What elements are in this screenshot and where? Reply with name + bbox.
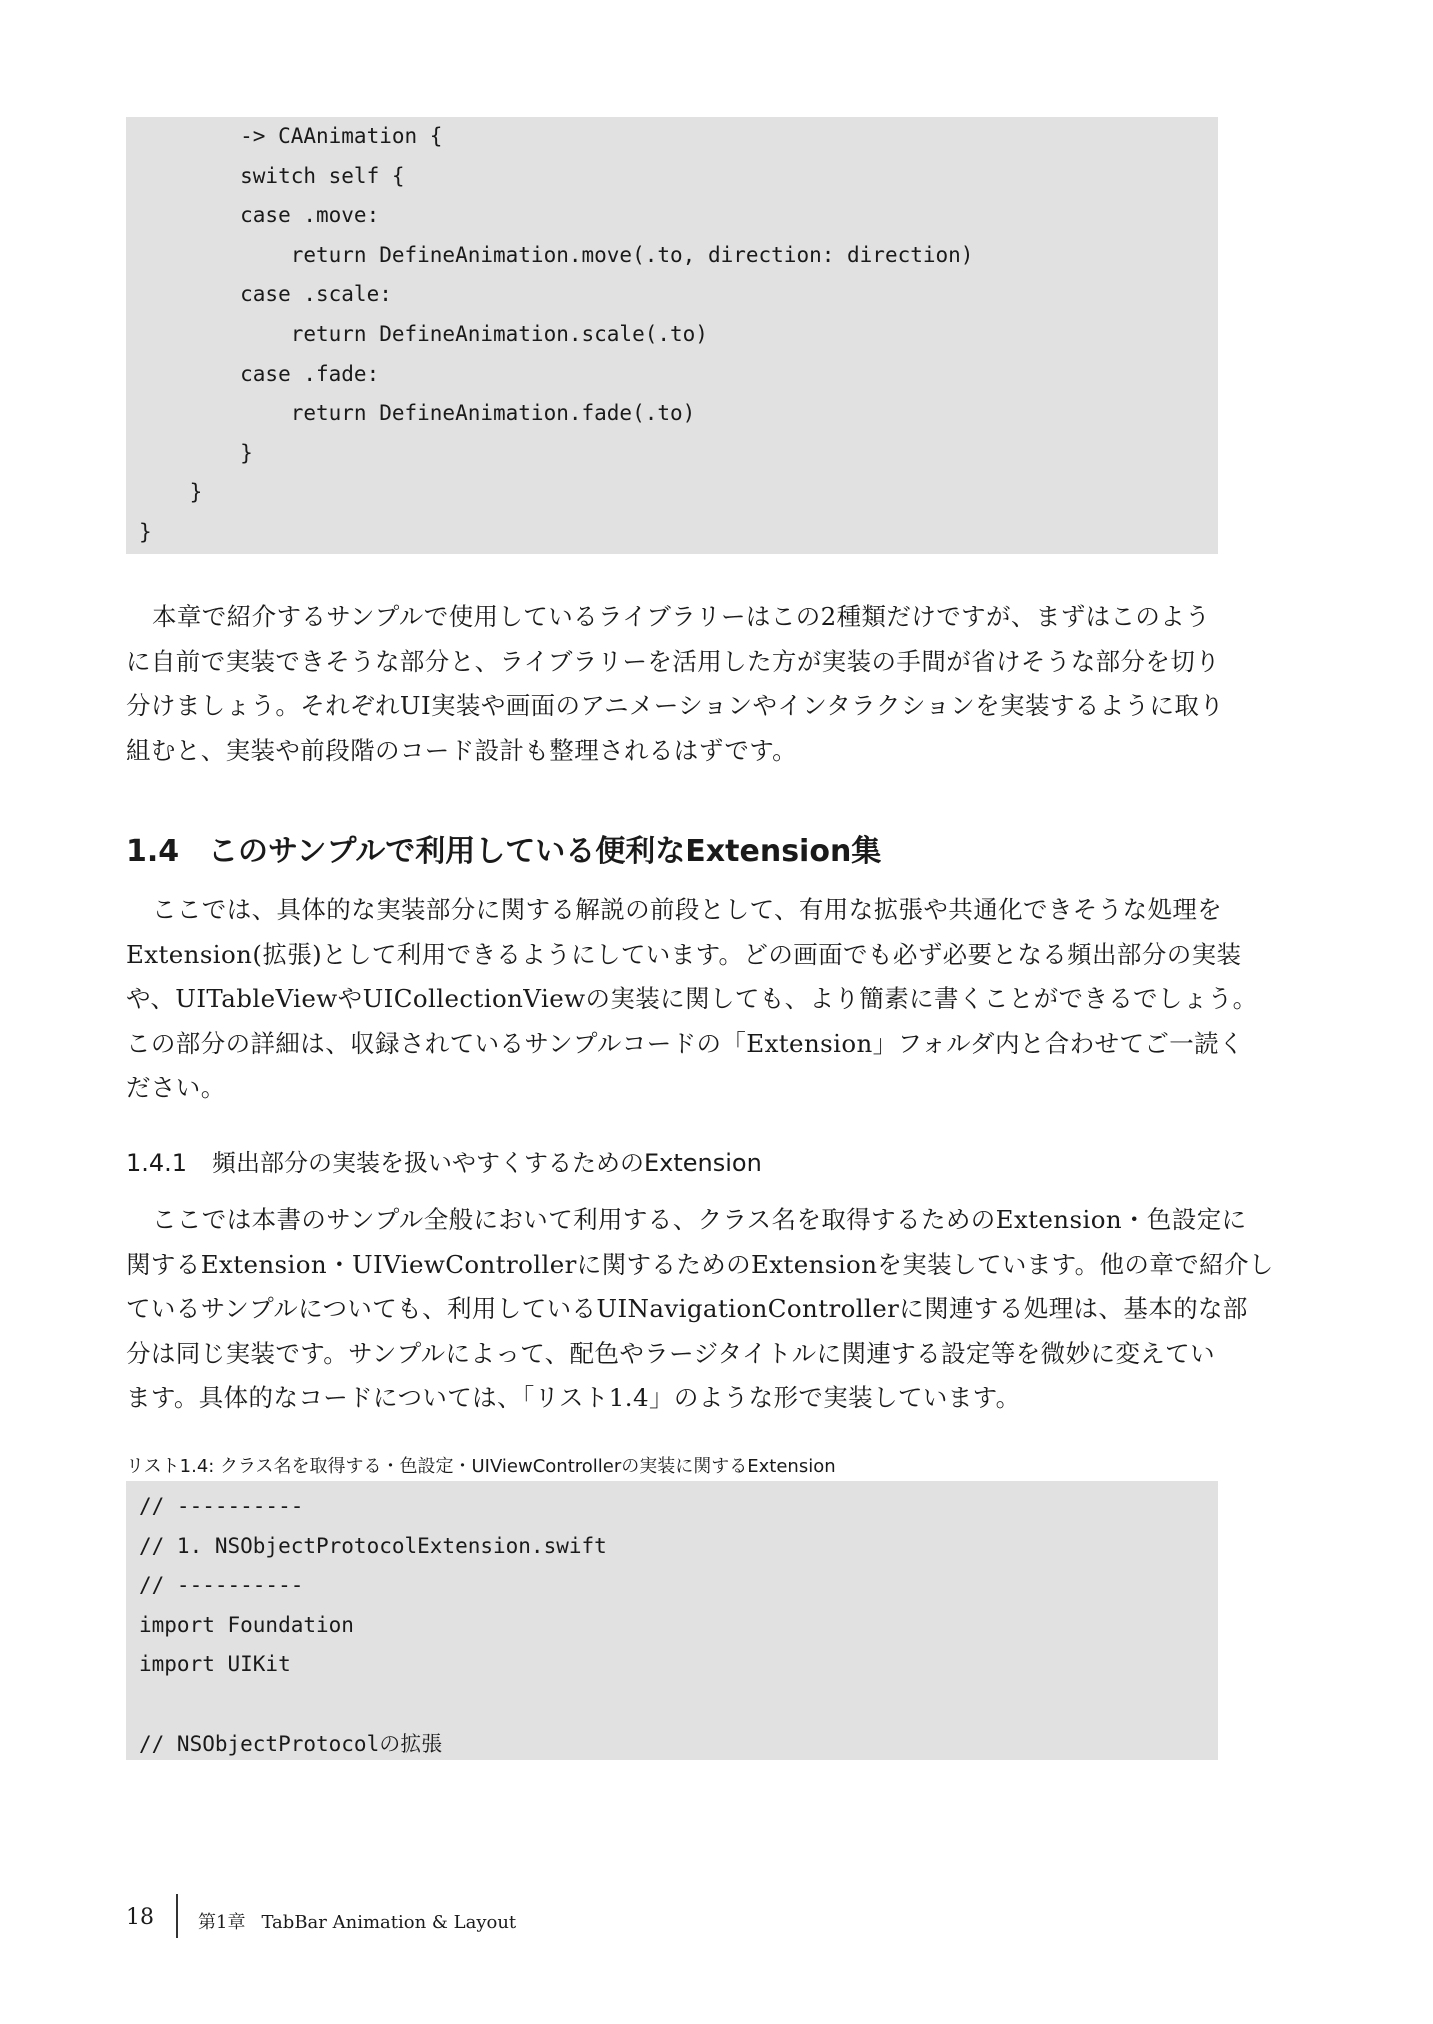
running-footer	[198, 1908, 516, 1934]
subsection-heading	[126, 1143, 762, 1178]
paragraph-line: ます。具体的なコードについては、「リスト1.4」のような形で実装しています。	[126, 1383, 1021, 1412]
section-number: 1.4	[126, 834, 180, 869]
footer-divider	[176, 1894, 178, 1938]
subsection-title: 頻出部分の実装を扱いやすくするためのExtension	[212, 1149, 762, 1177]
code-line: case .fade:	[139, 361, 380, 386]
code-line: }	[139, 480, 203, 505]
code-line: import UIKit	[139, 1652, 291, 1677]
paragraph-line: 分けましょう。それぞれUI実装や画面のアニメーションやインタラクションを実装するように取り	[126, 691, 1225, 720]
paragraph-line: ここでは、具体的な実装部分に関する解説の前段として、有用な拡張や共通化できそうな処理を	[152, 895, 1223, 924]
code-line: // ----------	[139, 1494, 304, 1518]
paragraph-line: 本章で紹介するサンプルで使用しているライブラリーはこの2種類だけですが、まずはこのよう	[152, 602, 1211, 631]
code-line	[139, 1685, 1218, 1725]
section-title: このサンプルで利用している便利なExtension集	[208, 834, 882, 869]
code-line: // NSObjectProtocolの拡張	[139, 1731, 443, 1756]
code-line: case .scale:	[139, 282, 392, 307]
paragraph-line: Extension(拡張)として利用できるようにしています。どの画面でも必ず必要となる頻出部分の実装	[126, 939, 1242, 969]
paragraph-line: や、UITableViewやUICollectionViewの実装に関しても、より簡素に書くことができるでしょう。	[126, 984, 1258, 1013]
section-heading	[126, 826, 881, 870]
code-line: import Foundation	[139, 1612, 354, 1637]
listing-caption: リスト1.4: クラス名を取得する・色設定・UIViewControllerの実装に関するExtension	[126, 1456, 836, 1477]
paragraph-line: ここでは本書のサンプル全般において利用する、クラス名を取得するためのExtension・色設定に	[152, 1205, 1247, 1234]
code-block-bottom	[126, 1481, 1218, 1760]
paragraph-line: ださい。	[126, 1073, 226, 1102]
paragraph-line: 組むと、実装や前段階のコード設計も整理されるはずです。	[126, 735, 798, 765]
code-line: return DefineAnimation.fade(.to)	[139, 401, 696, 426]
page-number: 18	[126, 1905, 154, 1930]
body-paragraph-2	[126, 888, 1258, 1111]
chapter-label: 第1章	[198, 1912, 246, 1933]
code-line: return DefineAnimation.move(.to, direction: direction)	[139, 242, 974, 267]
code-line: }	[139, 440, 253, 465]
code-line: // ----------	[139, 1573, 304, 1598]
code-line: switch self {	[139, 163, 405, 188]
paragraph-line: この部分の詳細は、収録されているサンプルコードの「Extension」フォルダ内と合わせてご一読く	[126, 1028, 1244, 1058]
code-line: return DefineAnimation.scale(.to)	[139, 321, 708, 346]
code-block-top	[126, 117, 1218, 554]
paragraph-line: に自前で実装できそうな部分と、ライブラリーを活用した方が実装の手間が省けそうな部分を切り	[126, 646, 1221, 676]
code-line: -> CAAnimation {	[139, 124, 443, 148]
body-paragraph-1	[126, 595, 1225, 773]
code-line: // 1. NSObjectProtocolExtension.swift	[139, 1533, 607, 1558]
paragraph-line: 関するExtension・UIViewControllerに関するためのExtensionを実装しています。他の章で紹介し	[126, 1249, 1274, 1279]
subsection-number: 1.4.1	[126, 1149, 188, 1177]
chapter-title: TabBar Animation & Layout	[261, 1912, 517, 1933]
code-line: case .move:	[139, 203, 380, 228]
code-line: }	[139, 519, 152, 544]
body-paragraph-3	[126, 1198, 1274, 1421]
paragraph-line: ているサンプルについても、利用しているUINavigationControllerに関連する処理は、基本的な部	[126, 1294, 1248, 1323]
paragraph-line: 分は同じ実装です。サンプルによって、配色やラージタイトルに関連する設定等を微妙に変えてい	[126, 1338, 1215, 1368]
